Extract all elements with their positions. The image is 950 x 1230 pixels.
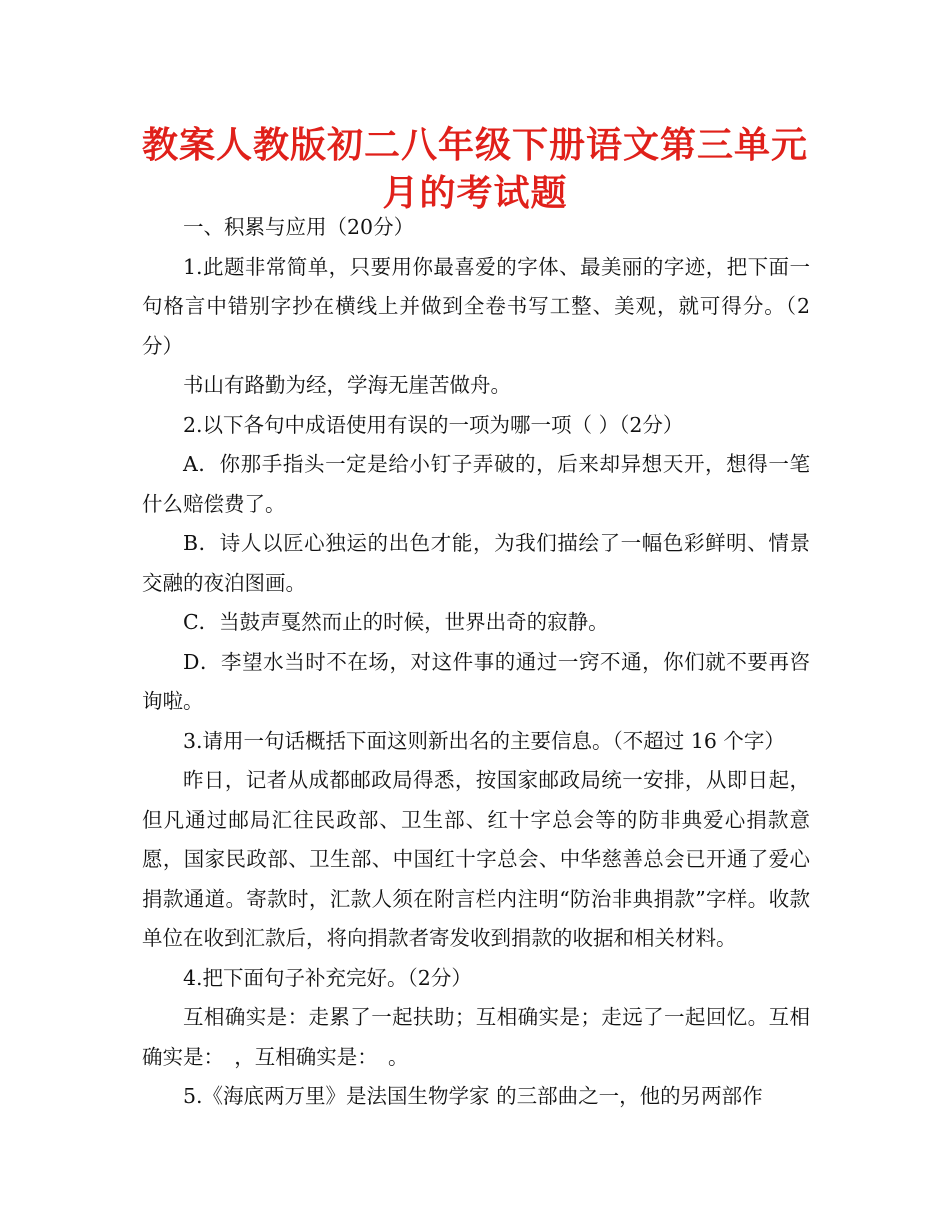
document-body xyxy=(142,208,810,1117)
question-3: 3.请用一句话概括下面这则新出名的主要信息。（不超过 16 个字） xyxy=(183,728,785,753)
question-4-text: 互相确实是：走累了一起扶助；互相确实是；走远了一起回忆。互相确实是： ，互相确实是： 。 xyxy=(142,1005,810,1069)
question-2: 2.以下各句中成语使用有误的一项为哪一项（ ）（2分） xyxy=(183,412,684,437)
question-4: 4.把下面句子补充完好。（2分） xyxy=(183,965,472,990)
title-line-2: 月的考试题 xyxy=(382,173,568,214)
question-1: 1.此题非常简单，只要用你最喜爱的字体、最美丽的字迹，把下面一句格言中错别字抄在横线上并做到全卷书写工整、美观，就可得分。（2分） xyxy=(142,254,810,358)
title-line-1: 教案人教版初二八年级下册语文第三单元 xyxy=(141,125,808,166)
question-3-passage: 昨日，记者从成都邮政局得悉，按国家邮政局统一安排，从即日起，但凡通过邮局汇往民政部、卫生部、红十字总会等的防非典爱心捐款意愿，国家民政部、卫生部、中国红十字总会、中华慈善总会已开通了爱心捐款通道。寄款时，汇款人须在附言栏内注明“防治非典捐款”字样。收款单位在收到汇款后，将向捐款者寄发收到捐款的收据和相关材料。 xyxy=(142,768,810,950)
document-title xyxy=(0,122,950,218)
section-heading: 一、积累与应用（20分） xyxy=(183,215,415,239)
option-d: D．李望水当时不在场，对这件事的通过一窍不通，你们就不要再咨询啦。 xyxy=(142,649,810,713)
option-c: C．当鼓声戛然而止的时候，世界出奇的寂静。 xyxy=(183,610,609,634)
option-b: B．诗人以匠心独运的出色才能，为我们描绘了一幅色彩鲜明、情景交融的夜泊图画。 xyxy=(142,531,810,595)
question-5: 5.《海底两万里》是法国生物学家 的三部曲之一，他的另两部作 xyxy=(183,1084,763,1108)
option-a: A．你那手指头一定是给小钉子弄破的，后来却异想天开，想得一笔什么赔偿费了。 xyxy=(142,452,810,516)
question-1-text: 书山有路勤为经，学海无崖苦做舟。 xyxy=(183,373,511,397)
